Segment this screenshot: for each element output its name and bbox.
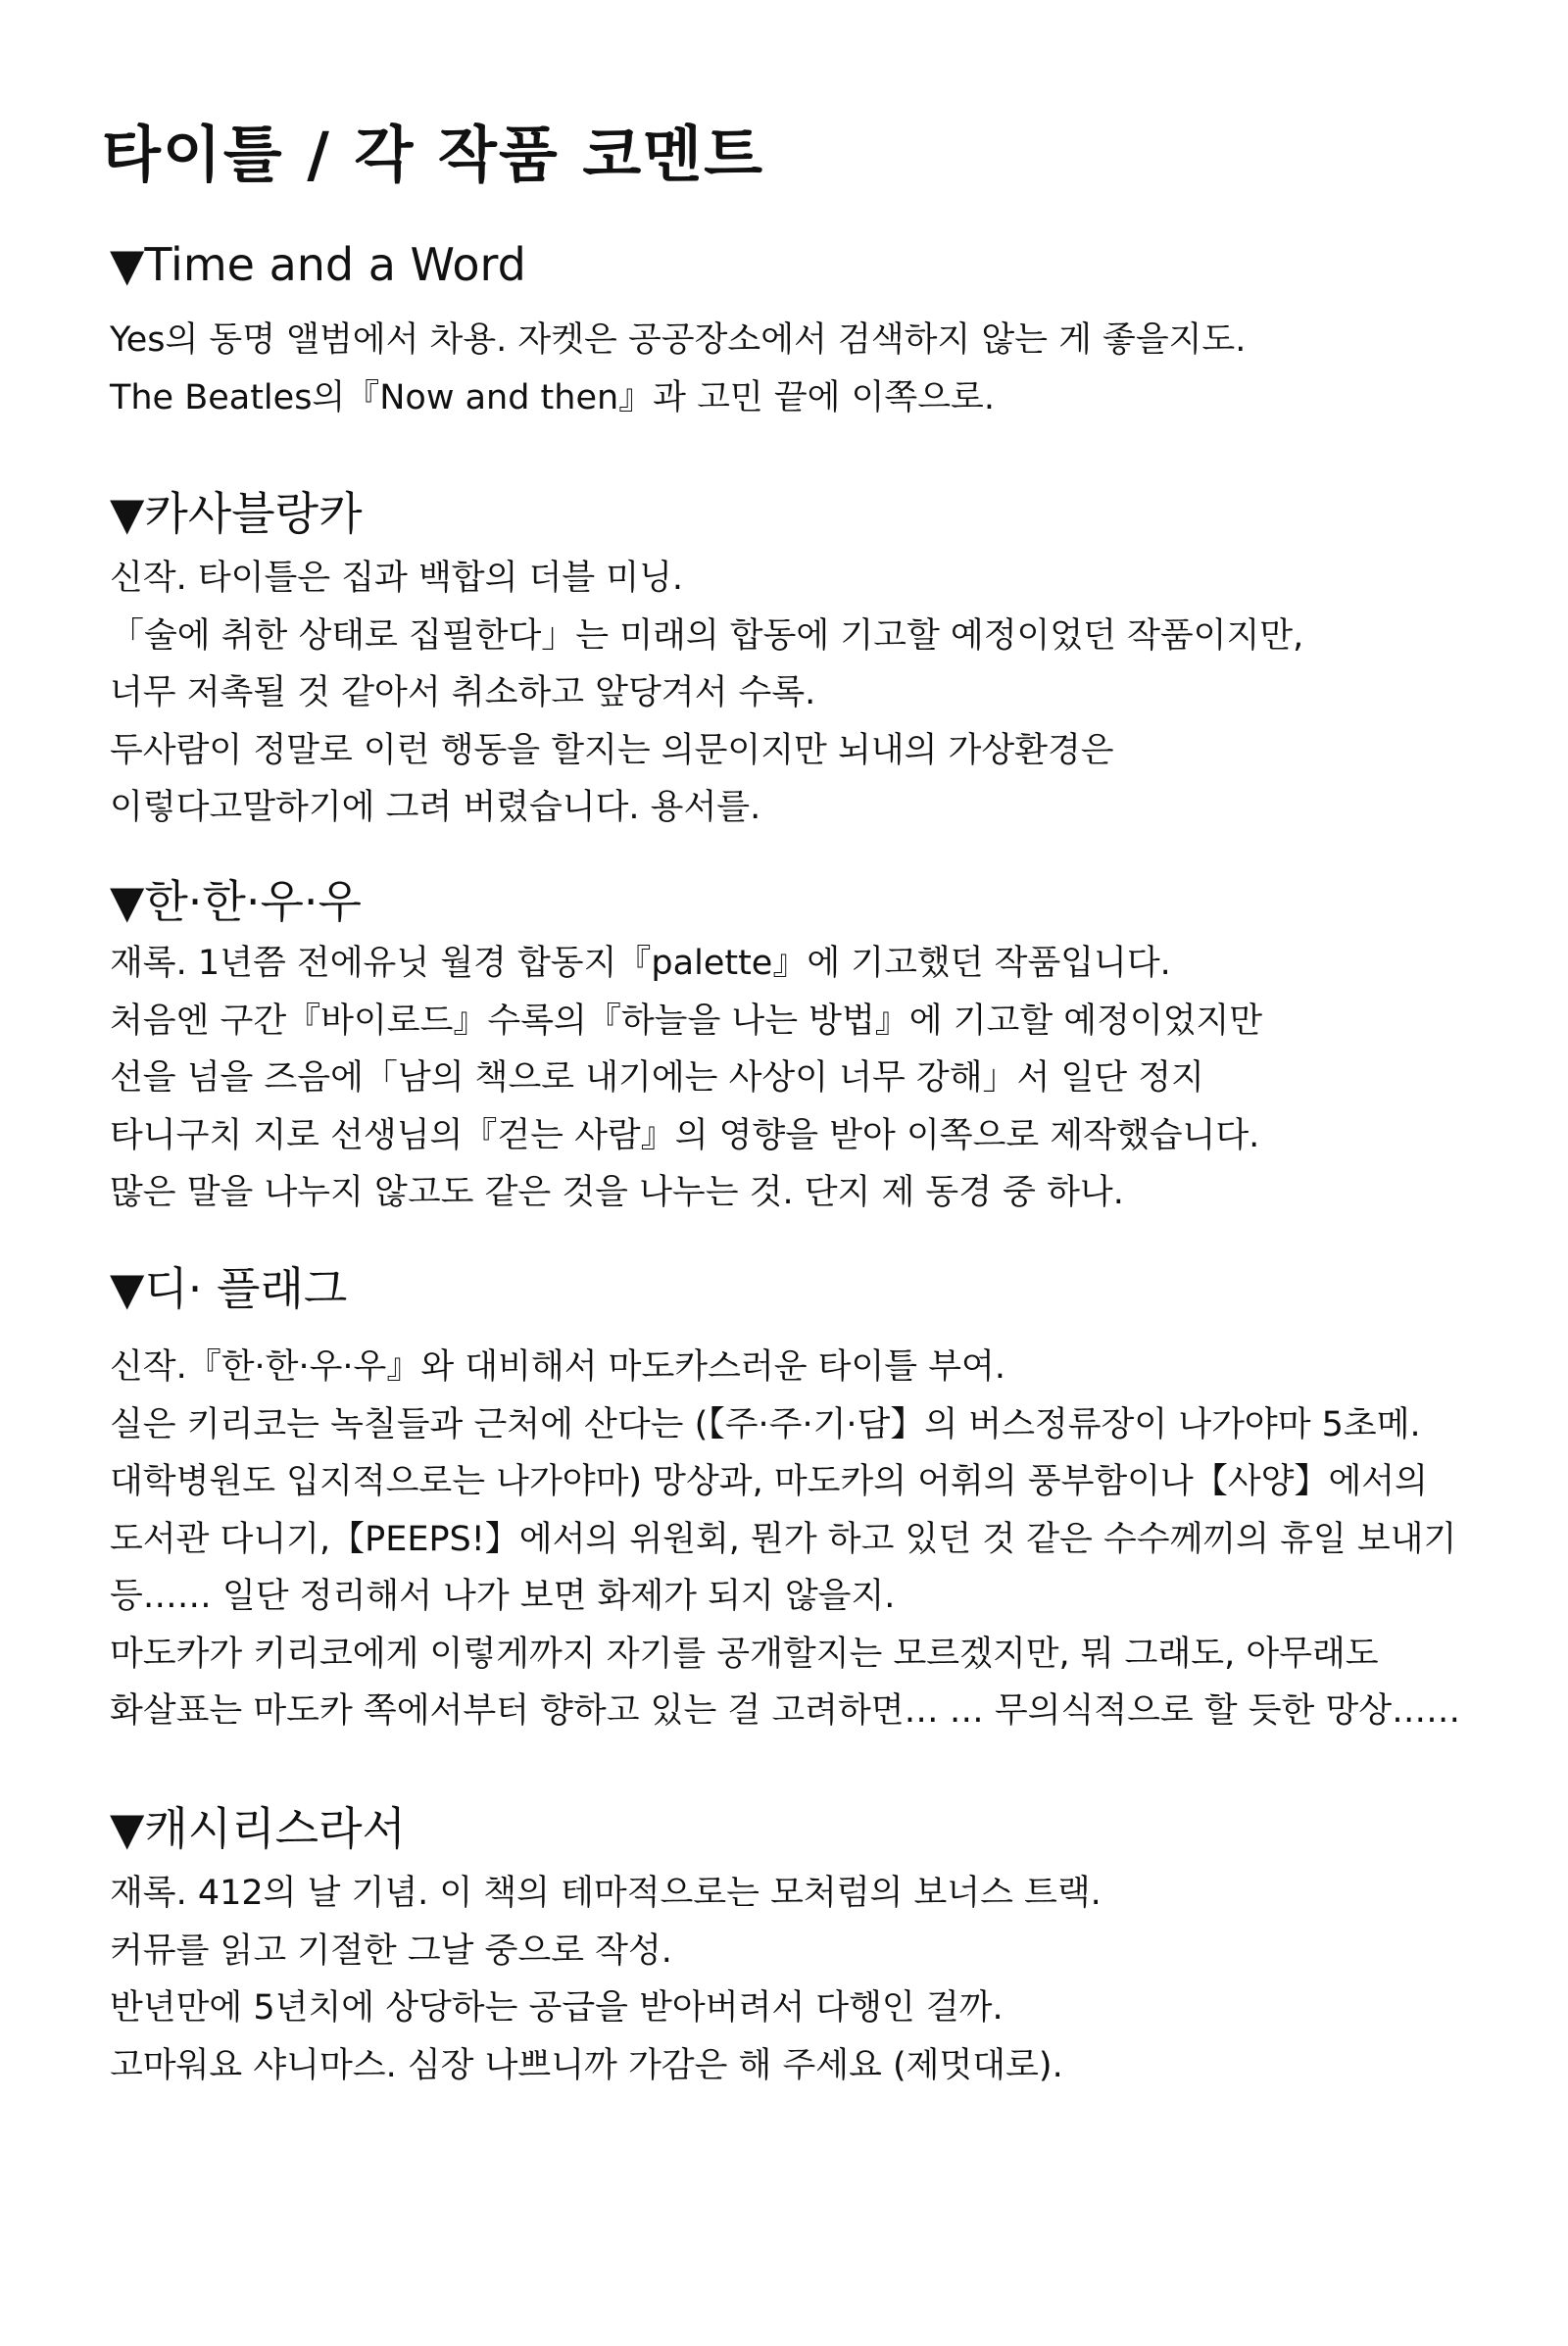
- comment-line: 반년만에 5년치에 상당하는 공급을 받아버려서 다행인 걸까.: [110, 1988, 1004, 2028]
- section-body-casablanca: [110, 550, 1303, 837]
- section-heading-han-han-u-u: ▼한·한·우·우: [110, 875, 362, 928]
- section-heading-cashless: ▼캐시리스라서: [110, 1802, 406, 1855]
- comment-line: The Beatles의『Now and then』과 고민 끝에 이쪽으로.: [110, 377, 995, 417]
- comment-line: 등…… 일단 정리해서 나가 보면 화제가 되지 않을지.: [110, 1577, 896, 1616]
- comment-line: 많은 말을 나누지 않고도 같은 것을 나누는 것. 단지 제 동경 중 하나.: [110, 1173, 1124, 1212]
- comment-line: 신작.『한·한·우·우』와 대비해서 마도카스러운 타이틀 부여.: [110, 1347, 1005, 1387]
- page-title: 타이틀 / 각 작품 코멘트: [102, 119, 765, 190]
- comment-line: 「술에 취한 상태로 집필한다」는 미래의 합동에 기고할 예정이었던 작품이지만,: [110, 615, 1304, 656]
- comment-line: 재록. 1년쯤 전에유닛 월경 합동지『palette』에 기고했던 작품입니다.: [110, 944, 1171, 983]
- comment-line: Yes의 동명 앨범에서 차용. 자켓은 공공장소에서 검색하지 않는 게 좋을지도.: [110, 320, 1247, 360]
- comment-line: 처음엔 구간『바이로드』수록의『하늘을 나는 방법』에 기고할 예정이었지만: [110, 1001, 1263, 1041]
- comment-line: 도서관 다니기,【PEEPS!】에서의 위원회, 뭔가 하고 있던 것 같은 수수께끼의 휴일 보내기: [110, 1519, 1457, 1559]
- section-body-cashless: [110, 1865, 1102, 2094]
- comment-line: 이렇다고말하기에 그려 버렸습니다. 용서를.: [110, 788, 761, 827]
- comment-line: 두사람이 정말로 이런 행동을 할지는 의문이지만 뇌내의 가상환경은: [110, 730, 1114, 770]
- section-body-time-and-a-word: [110, 312, 1246, 426]
- comment-line: 대학병원도 입지적으로는 나가야마) 망상과, 마도카의 어휘의 풍부함이나【사양】에서의: [110, 1462, 1428, 1501]
- section-heading-casablanca: ▼카사블랑카: [110, 487, 363, 540]
- comment-line: 선을 넘을 즈음에「남의 책으로 내기에는 사상이 너무 강해」서 일단 정지: [110, 1058, 1204, 1098]
- comment-line: 신작. 타이틀은 집과 백합의 더블 미닝.: [110, 559, 684, 598]
- comment-line: 재록. 412의 날 기념. 이 책의 테마적으로는 모처럼의 보너스 트랙.: [110, 1874, 1102, 1913]
- comment-line: 고마워요 샤니마스. 심장 나쁘니까 가감은 해 주세요 (제멋대로).: [110, 2045, 1063, 2085]
- comment-line: 실은 키리코는 녹칠들과 근처에 산다는 (【주·주·기·담】의 버스정류장이 나가야마 5초메.: [110, 1404, 1421, 1444]
- section-heading-time-and-a-word: ▼Time and a Word: [110, 238, 526, 291]
- section-body-han-han-u-u: [110, 935, 1262, 1222]
- comment-line: 화살표는 마도카 쪽에서부터 향하고 있는 걸 고려하면… … 무의식적으로 할 듯한 망상……: [110, 1691, 1461, 1731]
- comment-line: 마도카가 키리코에게 이렇게까지 자기를 공개할지는 모르겠지만, 뭐 그래도, 아무래도: [110, 1634, 1379, 1674]
- comment-line: 너무 저촉될 것 같아서 취소하고 앞당겨서 수록.: [110, 673, 816, 712]
- section-heading-the-flag: ▼디· 플래그: [110, 1262, 348, 1315]
- comment-line: 타니구치 지로 선생님의『걷는 사람』의 영향을 받아 이쪽으로 제작했습니다.: [110, 1115, 1260, 1155]
- section-body-the-flag: [110, 1339, 1460, 1740]
- comment-line: 커뮤를 읽고 기절한 그날 중으로 작성.: [110, 1931, 672, 1971]
